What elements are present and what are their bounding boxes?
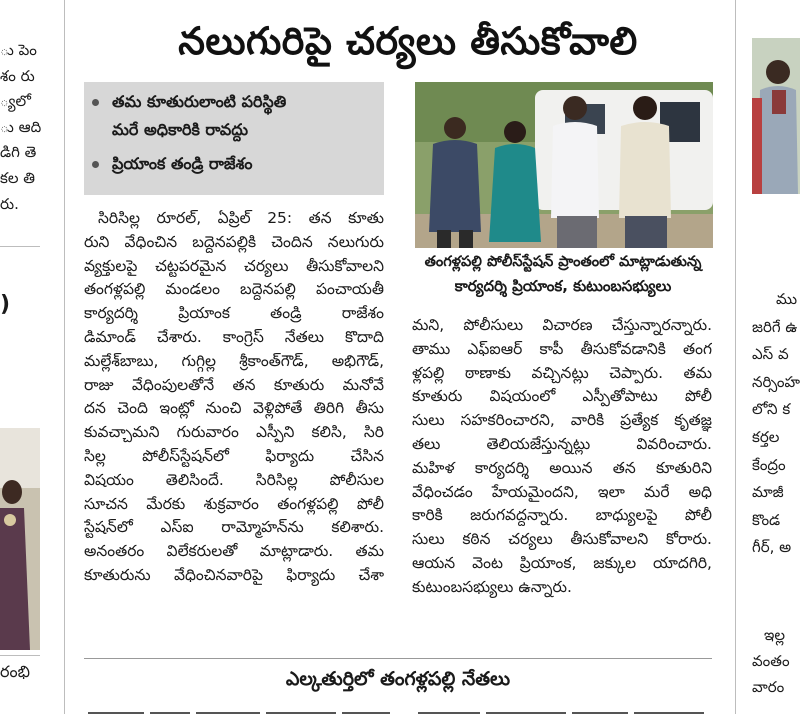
right-fragment-line: మాజీ	[752, 483, 784, 502]
deck-item	[84, 150, 384, 178]
left-fragment-line: ు ఆది	[0, 117, 42, 136]
body-line: కూతురును వేధించినవారిపై ఫిర్యాదు చేశా	[84, 565, 384, 584]
body-line: సులు సహకరించారని, వారికి ప్రత్యేక కృతజ్ఞ	[412, 411, 712, 430]
left-fragment-line: రు.	[0, 194, 19, 213]
left-fragment-line: ు పెం	[0, 41, 37, 59]
body-line: మహిళ కార్యదర్శి అయిన తన కూతురిని	[412, 458, 712, 477]
left-fragment-divider-bottom	[0, 655, 40, 656]
left-fragment-mark: )	[0, 292, 11, 317]
deck-item	[84, 88, 384, 144]
right-fragment-line: గీర్, అ	[752, 538, 792, 557]
body-line: సిల్ల పోలీస్‌స్టేషన్‌లో ఫిర్యాదు చేసిన	[84, 446, 384, 465]
body-line: తలు తెలియజేస్తున్నట్లు వివరించారు.	[412, 434, 712, 453]
body-line: విషయం తెలిసిందే. సిరిసిల్ల పోలీసుల	[84, 470, 384, 489]
body-line: స్టేషన్‌లో ఎస్ఐ రామ్మోహన్‌ను కలిశారు.	[84, 518, 384, 537]
column-rule-right	[735, 0, 736, 714]
left-fragment-line: ్యలో	[0, 92, 31, 111]
left-fragment-bottom-text: రంభి	[0, 662, 30, 681]
article-deck	[84, 82, 384, 195]
body-line: సూచన మేరకు శుక్రవారం తంగళ్లపల్లి పోలీ	[84, 494, 384, 513]
right-fragment-line: కేంద్రం	[752, 455, 786, 474]
body-line: కారికి జరుగవద్దన్నారు. బాధ్యులపై పోలీ	[412, 506, 712, 525]
left-fragment-line: డిగి తె	[0, 143, 37, 162]
deck-line: మరే అధికారికి రావద్దు	[112, 120, 249, 139]
left-fragment-line: శం రు	[0, 66, 35, 85]
right-fragment-line: నర్సింహ	[752, 372, 800, 391]
right-fragment-line: కొండ	[752, 510, 781, 529]
right-fragment-line: లోని క	[752, 400, 791, 419]
column-rule-left	[64, 0, 65, 714]
body-line: కువచ్చామని గురువారం ఎస్పీని కలిసి, సిరి	[84, 423, 384, 442]
left-fragment-column	[0, 38, 48, 228]
right-fragment-line: ము	[776, 290, 798, 308]
body-line: సులు కఠిన చర్యలు తీసుకోవాలని కోరారు.	[412, 530, 712, 549]
body-line: మని, పోలీసులు విచారణ చేస్తున్నారన్నారు.	[412, 316, 712, 334]
right-fragment-line: ఇల్ల	[764, 626, 785, 644]
right-fragment-line: ఎస్ వ	[752, 345, 789, 364]
right-fragment-line: వంతం	[752, 652, 790, 670]
right-fragment-line: వారం	[752, 678, 785, 696]
right-fragment-column	[752, 286, 800, 576]
article-body-column-2	[412, 314, 712, 654]
bullet-icon	[92, 161, 99, 168]
right-fragment-line: జరిగే ఉ	[752, 317, 798, 336]
deck-line: తమ కూతురులాంటి పరిస్థితి	[112, 92, 287, 111]
article-separator	[84, 658, 712, 659]
body-line: కూతురు విషయంలో ఎస్పీతోపాటు పోలీ	[412, 387, 712, 406]
article-photo	[415, 82, 713, 248]
body-line: డిమాండ్ చేశారు. కాంగ్రెస్ నేతలు కొదాది	[84, 327, 384, 346]
right-fragment-photo	[752, 38, 800, 194]
body-line: సిరిసిల్ల రూరల్, ఏప్రిల్ 25: తన కూతు	[98, 209, 384, 227]
body-line: రుని వేధించిన బద్దెనపల్లికి చెందిన నలుగురు	[84, 232, 384, 251]
right-fragment-line: కర్తల	[752, 427, 780, 446]
body-line: అనంతరం విలేకరులతో మాట్లాడారు. తమ	[84, 542, 384, 561]
article-body-column-1	[84, 207, 384, 655]
body-line: ఆయన వెంట ప్రియాంక, జక్కుల యాదగిరి,	[412, 553, 712, 572]
right-fragment-column-bottom	[752, 622, 800, 714]
body-line: తాము ఎఫ్ఐఆర్ కాపీ తీసుకోవడానికి తంగ	[412, 339, 712, 358]
photo-caption	[410, 250, 716, 298]
body-line: వేధించడం హేయమైందని, ఇలా మరే అధి	[412, 482, 712, 501]
body-line: వ్యక్తులపై చట్టపరమైన చర్యలు తీసుకోవాలని	[84, 256, 384, 275]
bullet-icon	[92, 99, 99, 106]
next-article-body-cutoff	[84, 705, 712, 714]
body-line: కుటుంబసభ్యులు ఉన్నారు.	[412, 577, 572, 596]
body-line: కార్యదర్శి ప్రియాంక తండ్రి రాజేశం	[84, 304, 384, 323]
left-fragment-divider	[0, 246, 40, 247]
article-headline: నలుగురిపై చర్యలు తీసుకోవాలి	[178, 19, 638, 63]
left-fragment-photo	[0, 428, 40, 650]
caption-line: కార్యదర్శి ప్రియాంక, కుటుంబసభ్యులు	[454, 277, 672, 295]
body-line: మల్లేశ్‌బాబు, గుగ్గిల్ల శ్రీకాంత్‌గౌడ్, అభిగౌడ్,	[84, 351, 384, 370]
body-line: తంగళ్లపల్లి మండలం బద్దెనపల్లి పంచాయతీ	[84, 280, 384, 299]
caption-line: తంగళ్లపల్లి పోలీస్‌స్టేషన్ ప్రాంతంలో మాట్లాడుతున్న	[424, 254, 702, 270]
body-line: ళ్లపల్లి ఠాణాకు వచ్చినట్లు చెప్పారు. తమ	[412, 363, 712, 382]
deck-line: ప్రియాంక తండ్రి రాజేశం	[112, 154, 253, 173]
left-fragment-line: కల తి	[0, 168, 35, 187]
body-line: దన చెంది ఇంట్లో నుంచి వెళ్లిపోతే తిరిగి తీసు	[84, 399, 384, 418]
body-line: రాజు వేధింపులతోనే తన కూతురు మనోవే	[84, 375, 384, 394]
next-article-headline: ఎల్కతుర్తిలో తంగళ్లపల్లి నేతలు	[285, 668, 511, 690]
